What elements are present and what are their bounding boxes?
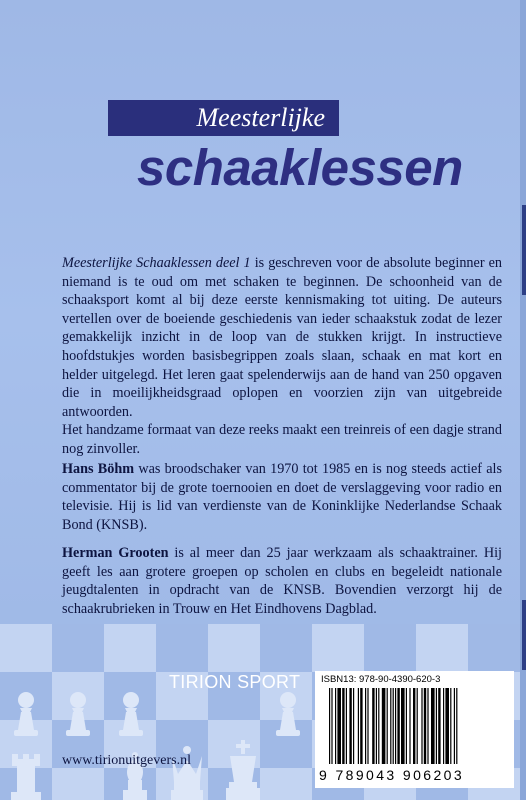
king-icon <box>224 740 262 800</box>
edge-accent <box>522 205 526 295</box>
edge-accent <box>522 600 526 670</box>
book-title: schaaklessen <box>137 139 463 196</box>
barcode-digits: 9 789043 906203 <box>319 767 464 783</box>
pawn-icon <box>115 690 147 738</box>
board-square <box>260 768 312 800</box>
author-bio-grooten <box>62 544 502 618</box>
board-square <box>260 624 312 672</box>
board-square <box>468 624 520 672</box>
board-square <box>364 624 416 672</box>
barcode-icon <box>327 688 503 768</box>
intro-closing: Het handzame formaat van deze reeks maakt een treinreis of een dagje strand nog zinvoller. <box>62 422 502 457</box>
board-square <box>156 624 208 672</box>
pawn-icon <box>10 690 42 738</box>
board-square <box>208 624 260 672</box>
author-bio-text: is al meer dan 25 jaar werkzaam als schaaktrainer. Hij geeft les aan grotere groepen op scholen en clubs en begeleidt nationale jeugdtalenten in opdracht van de KNSB. Bovendien verzorgt hij de schaakrubrieken in Trouw en Het Eindhovens Dagblad. <box>62 545 502 617</box>
intro-book-title: Meesterlijke Schaaklessen deel 1 <box>62 255 251 271</box>
author-bio-text: was broodschaker van 1970 tot 1985 en is nog steeds actief als commentator bij de grote toernooien en doet de verslaggeving voor radio en televisie. Hij is lid van verdienste van de Koninklijke Nederlandse Schaak Bond (KNSB). <box>62 461 502 533</box>
author-name: Herman Grooten <box>62 545 169 561</box>
pawn-icon <box>272 690 304 738</box>
board-square <box>52 624 104 672</box>
series-title-box <box>108 100 339 136</box>
website-link[interactable]: www.tirionuitgevers.nl <box>62 753 191 768</box>
author-name: Hans Böhm <box>62 461 135 477</box>
publisher-logo: TIRION SPORT <box>169 672 301 692</box>
board-square <box>104 624 156 672</box>
author-bio-bohm <box>62 460 502 534</box>
board-square <box>0 624 52 672</box>
intro-body: is geschreven voor de absolute beginner en niemand is te oud om met schaken te beginnen. De schoonheid van de schaaksport komt al bij deze eerste kennismaking tot uiting. De auteurs vertellen over de boeiende geschiedenis van ieder schaakstuk zodat de lezer gemakkelijk inzicht in de loop van de stukken krijgt. In instructieve hoofdstukjes worden basisbegrippen zoals slaan, schaak en mat kort en helder uitgelegd. Het leren gaat spelenderwijs aan de hand van 250 opgaven die in moeilijkheidsgraad oplopen en voorzien zijn van uitgebreide antwoorden. <box>62 255 502 420</box>
board-square <box>416 624 468 672</box>
series-title: Meesterlijke <box>196 103 325 132</box>
rook-icon <box>8 752 44 800</box>
isbn-label: ISBN13: 978-90-4390-620-3 <box>321 674 441 685</box>
barcode-box <box>315 671 514 788</box>
cover-edge <box>520 0 526 800</box>
intro-paragraph <box>62 254 502 459</box>
board-square <box>312 624 364 672</box>
board-square <box>52 768 104 800</box>
pawn-icon <box>62 690 94 738</box>
